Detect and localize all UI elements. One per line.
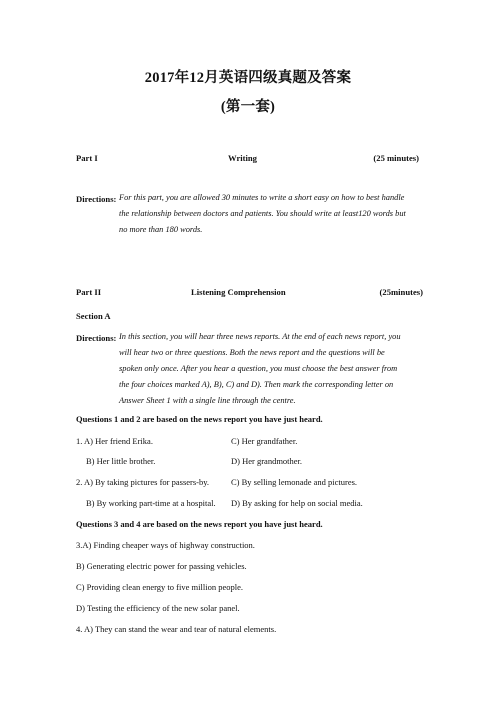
part1-header [76, 153, 419, 167]
directions-line: will hear two or three questions. Both the news report and the questions will be [119, 348, 385, 357]
q2-option-d: D) By asking for help on social media. [231, 498, 363, 508]
directions-line: the relationship between doctors and patients. You should write at least120 words but [119, 209, 406, 218]
directions-line: In this section, you will hear three news reports. At the end of each news report, you [119, 332, 401, 341]
part1-time: (25 minutes) [373, 153, 419, 163]
part2-header [76, 287, 423, 301]
part2-directions-text [119, 329, 429, 409]
directions-line: spoken only once. After you hear a question, you must choose the best answer from [119, 364, 398, 373]
q2-option-a: 2. A) By taking pictures for passers-by. [76, 477, 210, 487]
q3-option-d: D) Testing the efficiency of the new solar panel. [76, 603, 240, 613]
q3-option-b: B) Generating electric power for passing vehicles. [76, 561, 247, 571]
document-subtitle: (第一套) [220, 99, 276, 115]
part2-directions-label: Directions: [76, 333, 117, 343]
part2-name: Listening Comprehension [191, 287, 286, 297]
questions-1-2-header: Questions 1 and 2 are based on the news report you have just heard. [76, 414, 323, 424]
q3-option-a: 3.A) Finding cheaper ways of highway construction. [76, 540, 255, 550]
part1-label: Part I [76, 153, 98, 163]
q4-option-a: 4. A) They can stand the wear and tear of natural elements. [76, 624, 277, 634]
part1-name: Writing [228, 153, 257, 163]
directions-line: no more than 180 words. [119, 225, 203, 234]
q1-option-c: C) Her grandfather. [231, 436, 298, 446]
q1-option-b: B) Her little brother. [86, 456, 156, 466]
directions-line: For this part, you are allowed 30 minutes to write a short easy on how to best handle [119, 193, 405, 202]
directions-line: Answer Sheet 1 with a single line through the centre. [119, 396, 296, 405]
document-title: 2017年12月英语四级真题及答案 [144, 70, 352, 86]
part1-directions-text [119, 190, 429, 238]
part1-directions-label: Directions: [76, 194, 117, 204]
q1-option-d: D) Her grandmother. [231, 456, 303, 466]
questions-3-4-header: Questions 3 and 4 are based on the news report you have just heard. [76, 519, 323, 529]
part2-time: (25minutes) [379, 287, 423, 297]
q2-option-c: C) By selling lemonade and pictures. [231, 477, 358, 487]
part2-label: Part II [76, 287, 102, 297]
q2-option-b: B) By working part-time at a hospital. [86, 498, 216, 508]
section-a-label: Section A [76, 311, 111, 321]
q1-option-a: 1. A) Her friend Erika. [76, 436, 153, 446]
q3-option-c: C) Providing clean energy to five million people. [76, 582, 243, 592]
directions-line: the four choices marked A), B), C) and D). Then mark the corresponding letter on [119, 380, 394, 389]
